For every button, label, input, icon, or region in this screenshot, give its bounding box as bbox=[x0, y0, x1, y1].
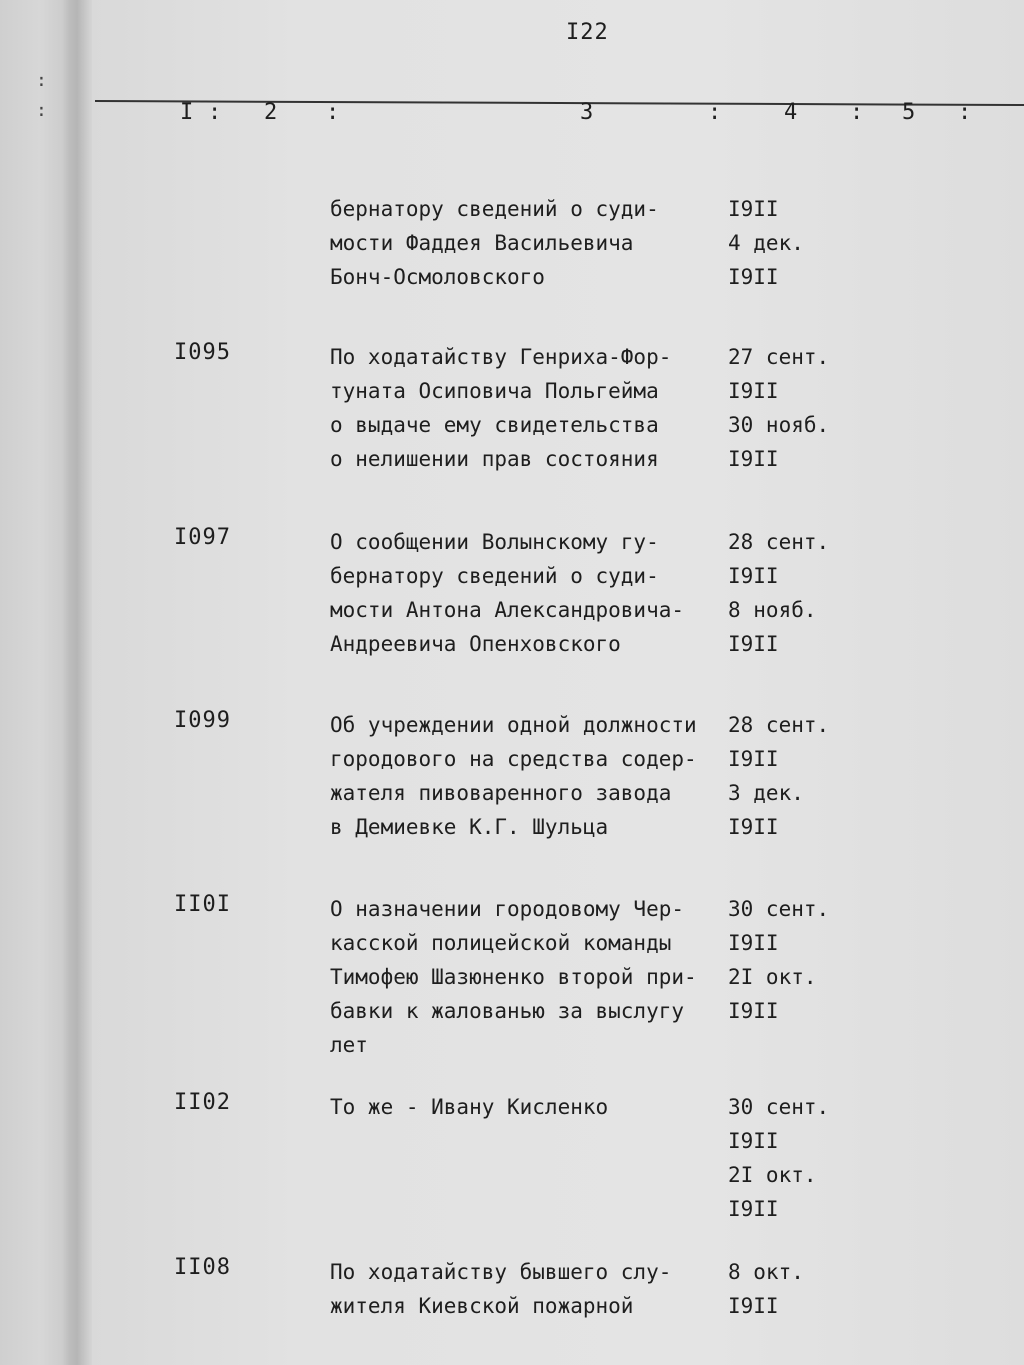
entry-line: О сообщении Волынскому гу- bbox=[330, 530, 659, 554]
entry-date: 30 нояб. bbox=[728, 413, 830, 437]
entry-date: 2I окт. bbox=[728, 965, 817, 989]
entry-number: II02 bbox=[174, 1090, 231, 1115]
entry-line: По ходатайству Генриха-Фор- bbox=[330, 345, 672, 369]
entry-date: 28 сент. bbox=[728, 530, 830, 554]
entry-date: I9II bbox=[728, 815, 779, 839]
entry-dates bbox=[728, 892, 868, 1028]
entry-dates bbox=[728, 340, 868, 476]
entry-line: мости Антона Александровича- bbox=[330, 598, 685, 622]
entry-dates bbox=[728, 525, 868, 661]
entry-description bbox=[330, 192, 730, 294]
entry-line: Об учреждении одной должности bbox=[330, 713, 697, 737]
entry-line: о выдаче ему свидетельства bbox=[330, 413, 659, 437]
entry-line: О назначении городовому Чер- bbox=[330, 897, 685, 921]
entry-date: 3 дек. bbox=[728, 781, 804, 805]
entry-date: 8 нояб. bbox=[728, 598, 817, 622]
entry-number: I095 bbox=[174, 340, 231, 365]
entry-line: бернатору сведений о суди- bbox=[330, 564, 659, 588]
entry-line: жателя пивоваренного завода bbox=[330, 781, 672, 805]
column-separator: : bbox=[958, 100, 972, 125]
entry-number: II0I bbox=[174, 892, 231, 917]
column-header-1: I bbox=[180, 100, 194, 125]
entry-line: мости Фаддея Васильевича bbox=[330, 231, 634, 255]
column-separator: : bbox=[708, 100, 722, 125]
entry-dates bbox=[728, 708, 868, 844]
entry-description bbox=[330, 340, 730, 476]
entry-date: 30 сент. bbox=[728, 897, 830, 921]
entry-description bbox=[330, 1255, 730, 1323]
entry-line: городового на средства содер- bbox=[330, 747, 697, 771]
entry-date: 2I окт. bbox=[728, 1163, 817, 1187]
column-header-2: 2 bbox=[264, 100, 278, 125]
entry-date: I9II bbox=[728, 1294, 779, 1318]
entry-dates bbox=[728, 192, 868, 294]
entry-date: I9II bbox=[728, 197, 779, 221]
column-separator: : bbox=[326, 100, 340, 125]
entry-date: 27 сент. bbox=[728, 345, 830, 369]
entry-line: о нелишении прав состояния bbox=[330, 447, 659, 471]
entry-date: 28 сент. bbox=[728, 713, 830, 737]
entry-description bbox=[330, 525, 730, 661]
entry-description bbox=[330, 708, 730, 844]
entry-line: жителя Киевской пожарной bbox=[330, 1294, 634, 1318]
entry-line: То же - Ивану Кисленко bbox=[330, 1095, 609, 1119]
entry-date: I9II bbox=[728, 747, 779, 771]
entry-line: в Демиевке К.Г. Шульца bbox=[330, 815, 609, 839]
margin-mark: : bbox=[36, 100, 47, 121]
entry-date: I9II bbox=[728, 931, 779, 955]
entry-line: Андреевича Опенховского bbox=[330, 632, 621, 656]
entry-description bbox=[330, 892, 730, 1062]
column-header-5: 5 bbox=[902, 100, 916, 125]
entry-line: бавки к жалованью за выслугу bbox=[330, 999, 685, 1023]
entry-date: I9II bbox=[728, 379, 779, 403]
entry-number: I097 bbox=[174, 525, 231, 550]
column-header-4: 4 bbox=[784, 100, 798, 125]
entry-date: I9II bbox=[728, 632, 779, 656]
entry-date: I9II bbox=[728, 999, 779, 1023]
entry-line: туната Осиповича Польгейма bbox=[330, 379, 659, 403]
entry-date: I9II bbox=[728, 564, 779, 588]
entry-date: I9II bbox=[728, 1129, 779, 1153]
page-number: I22 bbox=[566, 20, 609, 45]
entry-date: I9II bbox=[728, 1197, 779, 1221]
margin-mark: : bbox=[36, 70, 47, 91]
entry-date: 30 сент. bbox=[728, 1095, 830, 1119]
entry-line: лет bbox=[330, 1033, 368, 1057]
entry-line: Тимофею Шазюненко второй при- bbox=[330, 965, 697, 989]
entry-date: 8 окт. bbox=[728, 1260, 804, 1284]
entry-number: I099 bbox=[174, 708, 231, 733]
column-separator: : bbox=[208, 100, 222, 125]
entry-date: I9II bbox=[728, 265, 779, 289]
entry-dates bbox=[728, 1090, 868, 1226]
entry-line: касской полицейской команды bbox=[330, 931, 672, 955]
entry-number: II08 bbox=[174, 1255, 231, 1280]
entry-description bbox=[330, 1090, 730, 1124]
entry-line: Бонч-Осмоловского bbox=[330, 265, 545, 289]
column-header-3: 3 bbox=[580, 100, 594, 125]
entry-date: 4 дек. bbox=[728, 231, 804, 255]
entry-line: бернатору сведений о суди- bbox=[330, 197, 659, 221]
entry-date: I9II bbox=[728, 447, 779, 471]
entry-line: По ходатайству бывшего слу- bbox=[330, 1260, 672, 1284]
column-separator: : bbox=[850, 100, 864, 125]
entry-dates bbox=[728, 1255, 868, 1323]
